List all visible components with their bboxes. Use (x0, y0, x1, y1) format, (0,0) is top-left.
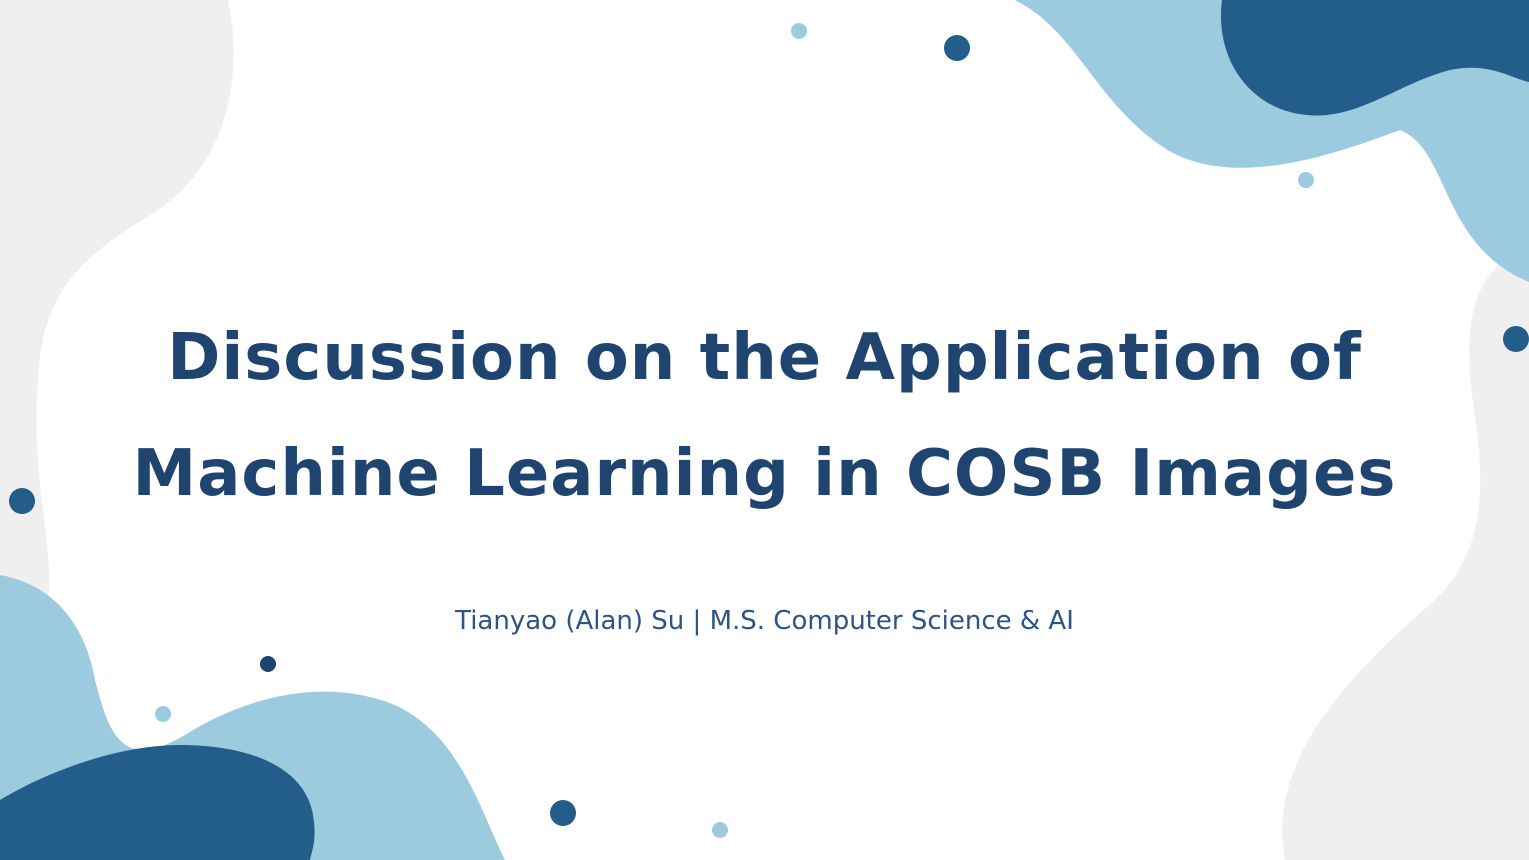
dot (155, 706, 171, 722)
dot (791, 23, 807, 39)
dot (712, 822, 728, 838)
dot (1298, 172, 1314, 188)
slide-subtitle: Tianyao (Alan) Su | M.S. Computer Science & AI (455, 606, 1074, 636)
dot (944, 35, 970, 61)
dot (550, 800, 576, 826)
title-line-2: Machine Learning in COSB Images (132, 437, 1397, 511)
dot (260, 656, 276, 672)
slide-title (0, 300, 1529, 532)
title-line-1: Discussion on the Application of (167, 321, 1362, 395)
